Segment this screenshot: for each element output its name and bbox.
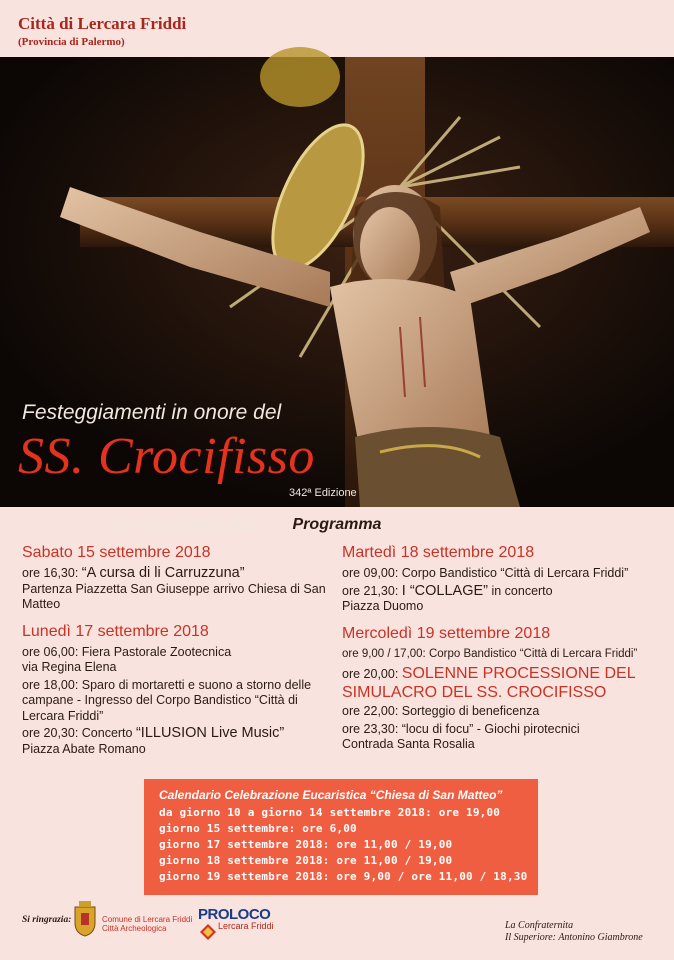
event-title: “locu di focu” - Giochi pirotecnici <box>401 721 580 736</box>
city-name: Città di Lercara Friddi <box>18 14 187 33</box>
event-title-strong: I “COLLAGE” <box>401 582 488 599</box>
day-heading: Sabato 15 settembre 2018 <box>22 544 211 561</box>
day-heading: Mercoledì 19 settembre 2018 <box>342 624 551 642</box>
calendar-line: giorno 17 settembre 2018: ore 11,00 / 19,00 <box>159 838 453 851</box>
event-time: ore 9,00 / 17,00: <box>342 647 429 660</box>
event-location: Partenza Piazzetta San Giuseppe arrivo Chiesa di San Matteo <box>22 581 326 611</box>
event-location: via Regina Elena <box>22 660 117 674</box>
event-location: Piazza Abate Romano <box>22 741 146 756</box>
province-name: (Provincia di Palermo) <box>18 36 125 48</box>
event-time: ore 18,00: <box>22 677 82 692</box>
comune-subtitle: Città Archeologica <box>102 924 167 933</box>
mass-calendar-box <box>144 779 538 895</box>
calendar-line: da giorno 10 a giorno 14 settembre 2018: ore 19,00 <box>159 806 501 819</box>
event-title-strong: “ILLUSION Live Music” <box>135 725 285 741</box>
thanks-label: Si ringrazia: <box>22 915 72 925</box>
comune-name: Comune di Lercara Friddi <box>102 915 193 924</box>
event-title: in concerto <box>487 583 553 598</box>
event-item <box>22 678 340 725</box>
program-left-column <box>22 544 340 759</box>
event-time: ore 20,00: <box>342 667 402 681</box>
signature-block <box>505 920 643 944</box>
event-title-strong: SOLENNE PROCESSIONE DEL SIMULACRO DEL SS. CROCIFISSO <box>342 665 636 701</box>
proloco-logo <box>198 906 274 931</box>
day-heading: Lunedì 17 settembre 2018 <box>22 622 209 640</box>
event-title: Sorteggio di beneficenza <box>401 704 540 718</box>
event-time: ore 16,30: <box>22 566 82 580</box>
event-title: Concerto <box>81 726 136 740</box>
festivities-line: Festeggiamenti in onore del <box>22 401 282 424</box>
proloco-name: PROLOCO <box>198 906 271 923</box>
comune-crest-icon <box>72 901 98 937</box>
event-item <box>22 566 340 613</box>
proloco-subtitle: Lercara Friddi <box>218 921 274 931</box>
calendar-line: giorno 18 settembre 2018: ore 11,00 / 19,00 <box>159 854 453 867</box>
confraternita-label: La Confraternita <box>505 920 574 931</box>
festival-dates: 15 > 19 settembre 2018 <box>115 517 258 532</box>
event-item <box>342 664 667 702</box>
main-title: SS. Crocifisso <box>18 428 315 485</box>
event-location: Piazza Duomo <box>342 599 424 613</box>
event-title: Corpo Bandistico “Città di Lercara Friddi” <box>428 647 638 660</box>
calendar-line: giorno 19 settembre 2018: ore 9,00 / ore 11,00 / 18,30 <box>159 870 528 883</box>
superiore-label: Il Superiore: Antonino Giambrone <box>505 932 643 943</box>
event-item <box>22 726 340 757</box>
calendar-line: giorno 15 settembre: ore 6,00 <box>159 822 357 835</box>
event-item <box>342 647 667 663</box>
event-time: ore 21,30: <box>342 583 402 598</box>
event-item <box>342 584 667 615</box>
event-title: Fiera Pastorale Zootecnica <box>81 644 232 659</box>
event-item <box>342 722 667 753</box>
event-time: ore 09,00: <box>342 566 402 580</box>
edition-label: 342ª Edizione <box>289 487 357 499</box>
comune-label <box>102 915 192 933</box>
header <box>18 14 186 48</box>
event-title: “A cursa di li Carruzzuna” <box>81 565 245 581</box>
event-item <box>342 704 667 720</box>
event-title: Corpo Bandistico “Città di Lercara Friddi” <box>401 566 629 580</box>
program-right-column <box>342 544 667 755</box>
event-item <box>342 566 667 582</box>
event-time: ore 06,00: <box>22 644 82 659</box>
event-time: ore 23,30: <box>342 721 402 736</box>
event-title: Sparo di mortaretti e suono a storno delle campane - Ingresso del Corpo Bandistico “Città di Lercara Friddi” <box>22 677 312 723</box>
event-item <box>22 645 340 676</box>
event-location: Contrada Santa Rosalia <box>342 737 475 751</box>
calendar-title: Calendario Celebrazione Eucaristica “Chiesa di San Matteo” <box>159 788 503 802</box>
event-time: ore 20,30: <box>22 726 82 740</box>
program-heading: Programma <box>292 516 382 533</box>
event-time: ore 22,00: <box>342 704 402 718</box>
day-heading: Martedì 18 settembre 2018 <box>342 544 535 561</box>
proloco-diamond-icon <box>200 924 216 940</box>
